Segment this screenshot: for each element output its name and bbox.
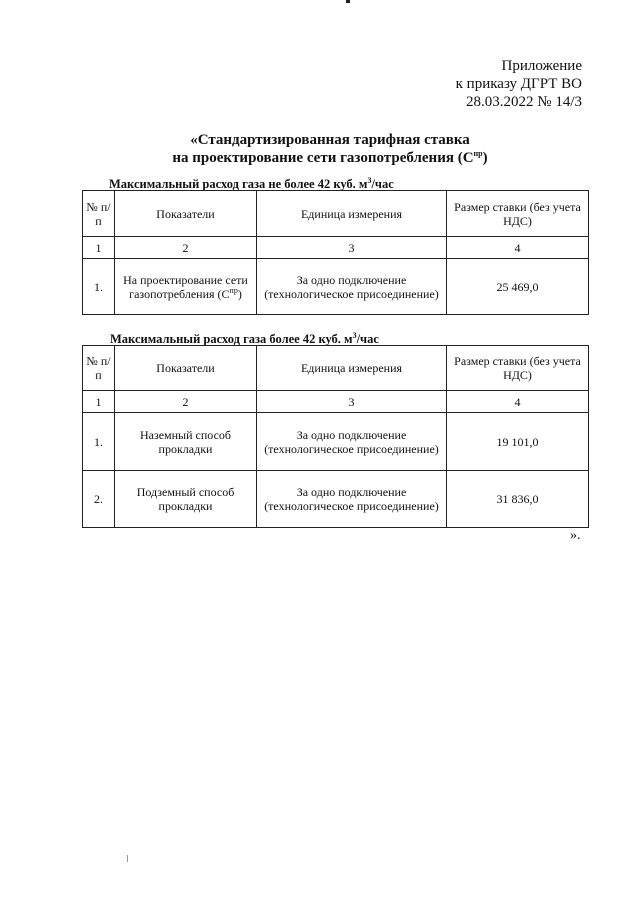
table2-caption-end: /час	[356, 332, 379, 346]
row-number: 1.	[83, 413, 115, 471]
table1-header-indicator: Показатели	[115, 191, 257, 237]
title-line-2-end: )	[482, 150, 488, 166]
table2-header-unit: Единица измерения	[257, 346, 447, 391]
table2-header-rate: Размер ставки (без учета НДС)	[447, 346, 589, 391]
row-indicator-end: )	[237, 286, 242, 301]
table1-caption-end: /час	[371, 177, 394, 191]
title-line-2	[20, 149, 640, 167]
table2-header-num: № п/п	[83, 346, 115, 391]
table1	[82, 190, 589, 315]
table2-caption	[110, 332, 379, 346]
closing-quote: ».	[570, 528, 581, 543]
row-indicator	[115, 259, 257, 315]
row-rate: 31 836,0	[447, 471, 589, 528]
table1-header-rate: Размер ставки (без учета НДС)	[447, 191, 589, 237]
table2-colnum-4: 4	[447, 391, 589, 413]
table1-colnum-4: 4	[447, 237, 589, 259]
table2-colnum-1: 1	[83, 391, 115, 413]
scan-mark	[346, 0, 350, 3]
row-indicator-sup: пр	[229, 285, 238, 295]
scan-mark	[127, 855, 128, 862]
table1-colnum-2: 2	[115, 237, 257, 259]
row-unit: За одно подключение (технологическое присоединение)	[257, 259, 447, 315]
appendix-line-3: 28.03.2022 № 14/3	[466, 94, 582, 110]
row-number: 1.	[83, 259, 115, 315]
table1-header-unit: Единица измерения	[257, 191, 447, 237]
table1-colnum-1: 1	[83, 237, 115, 259]
document-title	[0, 131, 640, 167]
appendix-line-2: к приказу ДГРТ ВО	[455, 76, 582, 92]
row-indicator: Подземный способ прокладки	[115, 471, 257, 528]
row-unit: За одно подключение (технологическое присоединение)	[257, 413, 447, 471]
table-row	[83, 471, 589, 528]
row-number: 2.	[83, 471, 115, 528]
table1-header-row	[83, 191, 589, 237]
title-line-1: «Стандартизированная тарифная ставка	[190, 132, 470, 148]
table2-colnum-2: 2	[115, 391, 257, 413]
table1-colnum-row	[83, 237, 589, 259]
table1-caption	[109, 177, 394, 191]
row-unit: За одно подключение (технологическое присоединение)	[257, 471, 447, 528]
appendix-line-1: Приложение	[501, 58, 582, 74]
table2	[82, 345, 589, 528]
row-rate: 19 101,0	[447, 413, 589, 471]
table2-colnum-row	[83, 391, 589, 413]
table1-colnum-3: 3	[257, 237, 447, 259]
table2-header-indicator: Показатели	[115, 346, 257, 391]
table1-caption-text: Максимальный расход газа не более 42 куб. м	[109, 177, 368, 191]
title-line-2-text: на проектирование сети газопотребления (С	[172, 150, 474, 166]
table-row	[83, 413, 589, 471]
table2-colnum-3: 3	[257, 391, 447, 413]
table2-header-row	[83, 346, 589, 391]
row-indicator: Наземный способ прокладки	[115, 413, 257, 471]
table1-caption-sup: 3	[367, 175, 372, 185]
title-superscript: пр	[473, 149, 483, 158]
table2-caption-sup: 3	[352, 330, 357, 340]
table1-header-num: № п/п	[83, 191, 115, 237]
row-indicator-text: На проектирование сети газопотребления (С	[123, 272, 248, 301]
table2-caption-text: Максимальный расход газа более 42 куб. м	[110, 332, 353, 346]
appendix-block	[456, 57, 582, 111]
table-row	[83, 259, 589, 315]
row-rate: 25 469,0	[447, 259, 589, 315]
